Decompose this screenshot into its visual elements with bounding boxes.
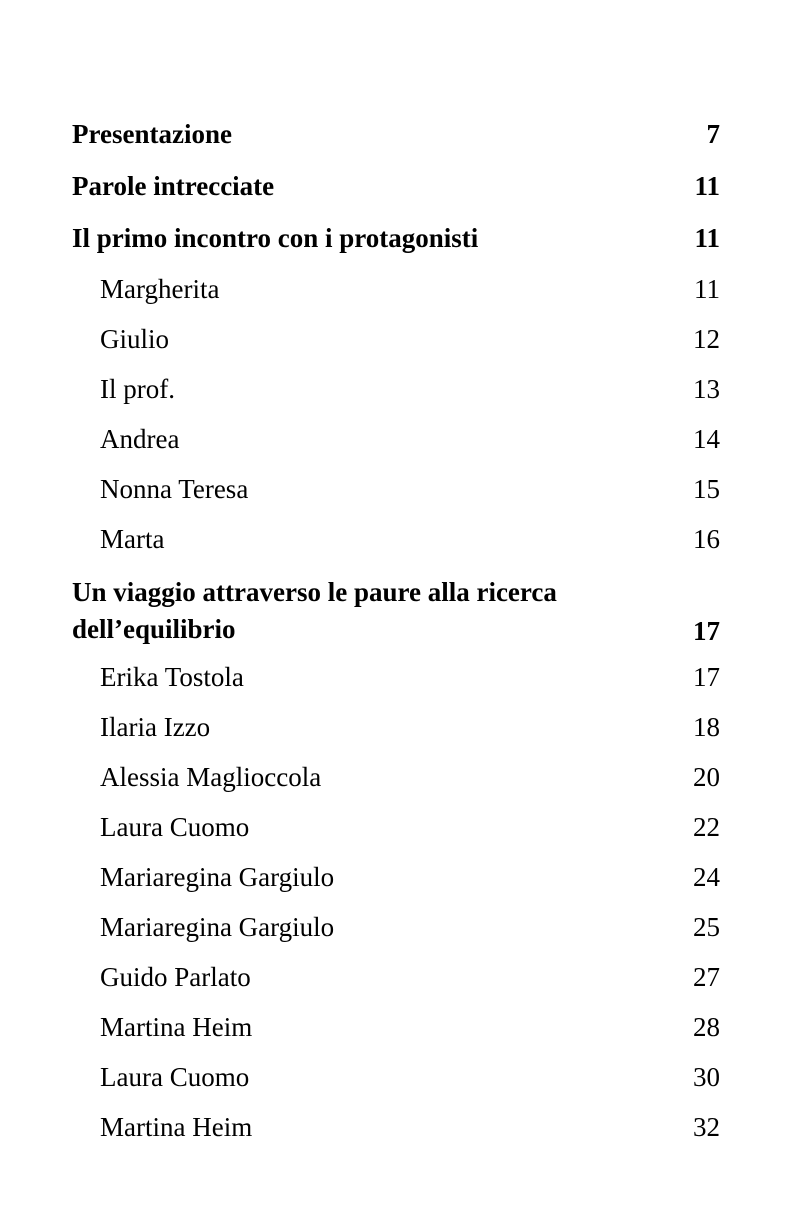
toc-chapter-viaggio[interactable] [72,574,720,648]
toc-entry-margherita[interactable] [72,272,720,306]
toc-entry-laura-cuomo-2[interactable] [72,1060,720,1094]
toc-entry-mariaregina-gargiulo-2[interactable] [72,910,720,944]
toc-page-number: 17 [693,662,720,692]
toc-title: Nonna Teresa [100,474,249,504]
toc-title: Ilaria Izzo [100,712,211,742]
toc-title: Mariaregina Gargiulo [100,912,335,942]
toc-entry-erika-tostola[interactable] [72,660,720,694]
toc-title: Martina Heim [100,1012,253,1042]
toc-entry-martina-heim[interactable] [72,1010,720,1044]
toc-entry-alessia-maglioccola[interactable] [72,760,720,794]
toc-entry-laura-cuomo[interactable] [72,810,720,844]
toc-page-number: 11 [694,274,720,304]
toc-title: Guido Parlato [100,962,251,992]
toc-title: Erika Tostola [100,662,244,692]
toc-entry-marta[interactable] [72,522,720,556]
toc-page-number: 27 [693,962,720,992]
toc-entry-nonna-teresa[interactable] [72,472,720,506]
toc-page-number: 16 [693,524,720,554]
toc-page-number: 11 [694,223,720,253]
toc-entry-giulio[interactable] [72,322,720,356]
toc-page-number: 14 [693,424,720,454]
toc-title: Marta [100,524,165,554]
toc-page-number: 24 [693,862,720,892]
toc-page-number: 18 [693,712,720,742]
toc-chapter-primo-incontro[interactable] [72,221,720,255]
toc-entry-il-prof[interactable] [72,372,720,406]
toc-entry-martina-heim-2[interactable] [72,1110,720,1144]
toc-page-number: 17 [693,616,720,646]
toc-entry-ilaria-izzo[interactable] [72,710,720,744]
toc-page-number: 13 [693,374,720,404]
toc-page-number: 12 [693,324,720,354]
toc-page-number: 15 [693,474,720,504]
toc-title: Margherita [100,274,220,304]
toc-page-number: 11 [694,171,720,201]
toc-page-number: 7 [706,119,720,149]
toc-page-number: 32 [693,1112,720,1142]
toc-title: Martina Heim [100,1112,253,1142]
toc-title: Parole intrecciate [72,171,275,201]
toc-page-number: 30 [693,1062,720,1092]
toc-page-number: 25 [693,912,720,942]
toc-title: Laura Cuomo [100,812,250,842]
toc-chapter-presentazione[interactable] [72,117,720,151]
toc-title: Presentazione [72,119,232,149]
toc-page-number: 22 [693,812,720,842]
toc-title: Mariaregina Gargiulo [100,862,335,892]
toc-entry-guido-parlato[interactable] [72,960,720,994]
toc-page-number: 28 [693,1012,720,1042]
toc-chapter-parole-intrecciate[interactable] [72,169,720,203]
toc-page-number: 20 [693,762,720,792]
toc-title: Il prof. [100,374,175,404]
toc-title: Il primo incontro con i protagonisti [72,223,479,253]
toc-entry-andrea[interactable] [72,422,720,456]
toc-entry-mariaregina-gargiulo[interactable] [72,860,720,894]
toc-title: Giulio [100,324,170,354]
toc-title: Un viaggio attraverso le paure alla ricerca dell’equilibrio [72,577,557,644]
toc-title: Andrea [100,424,180,454]
toc-title: Alessia Maglioccola [100,762,322,792]
toc-title: Laura Cuomo [100,1062,250,1092]
